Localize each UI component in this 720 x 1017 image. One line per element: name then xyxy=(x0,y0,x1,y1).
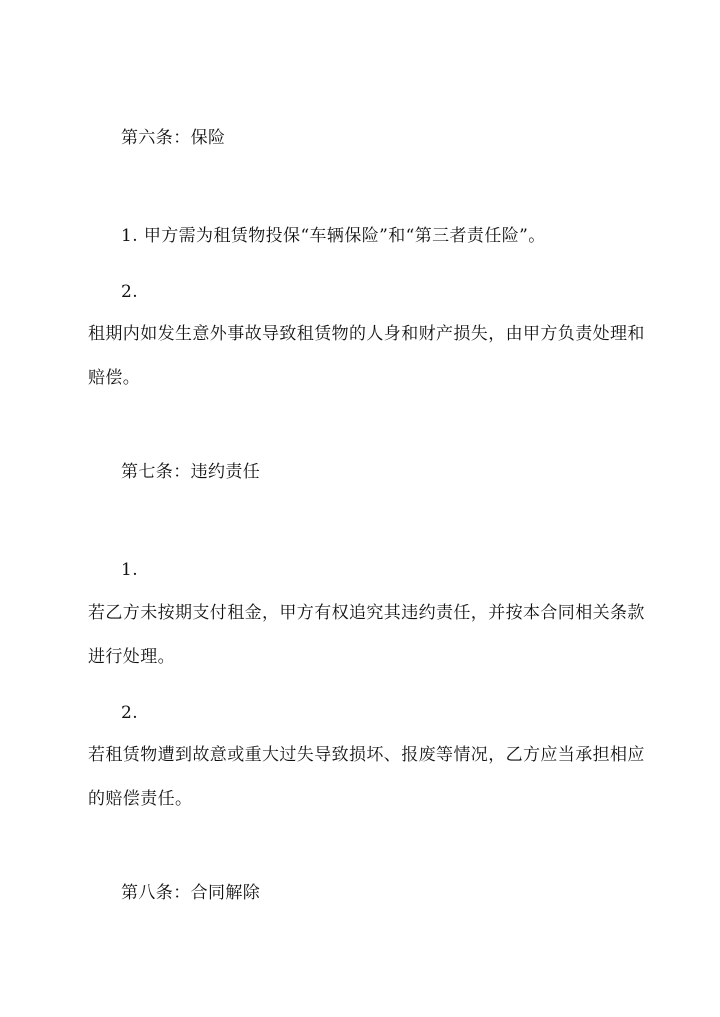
breach-item-1-number: 1. xyxy=(121,560,139,580)
insurance-item-1 xyxy=(121,224,546,248)
insurance-item-2-number: 2. xyxy=(121,282,139,302)
section-heading-termination: 第八条：合同解除 xyxy=(121,883,261,903)
section-heading-insurance: 第六条：保险 xyxy=(121,128,226,148)
insurance-item-2-text-line-1: 租期内如发生意外事故导致租赁物的人身和财产损失，由甲方负责处理和 xyxy=(88,324,645,344)
breach-item-2-text-line-2: 的赔偿责任。 xyxy=(88,789,193,809)
breach-item-1-text-line-1: 若乙方未按期支付租金，甲方有权追究其违约责任，并按本合同相关条款 xyxy=(88,603,645,623)
breach-item-2-number: 2. xyxy=(121,703,139,723)
breach-item-2-text-line-1: 若租赁物遭到故意或重大过失导致损坏、报废等情况，乙方应当承担相应 xyxy=(88,745,645,765)
insurance-item-2-text-line-2: 赔偿。 xyxy=(88,368,141,388)
section-heading-breach: 第七条：违约责任 xyxy=(121,462,261,482)
item-text: 甲方需为租赁物投保“车辆保险”和“第三者责任险”。 xyxy=(143,226,546,246)
item-number: 1. xyxy=(121,226,139,246)
breach-item-1-text-line-2: 进行处理。 xyxy=(88,647,175,667)
